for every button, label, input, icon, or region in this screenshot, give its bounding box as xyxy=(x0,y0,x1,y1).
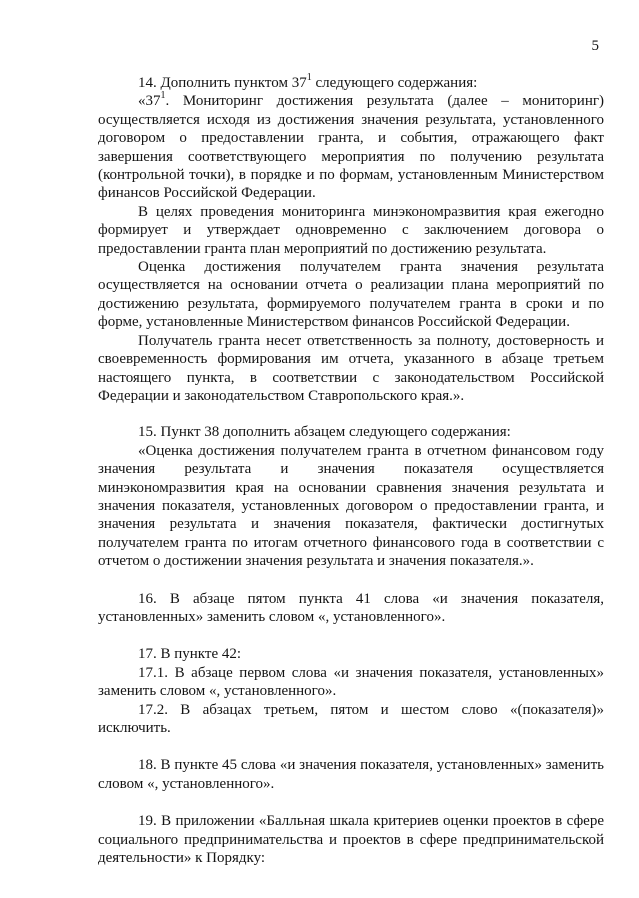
item-14-paragraph-3: Оценка достижения получателем гранта значения результата осуществляется на основании отчета о реализации плана мероприятий по достижению результата, формируемого получателем гранта в сроки и по форме, установленные Министерством финансов Российской Федерации. xyxy=(98,259,604,331)
item-14-paragraph-2: В целях проведения мониторинга минэкономразвития края ежегодно формирует и утверждает одновременно с заключением договора о предоставлении гранта план мероприятий по достижению результата. xyxy=(98,203,604,257)
item-17-heading: 17. В пункте 42: xyxy=(138,646,242,663)
item-14-paragraph-4: Получатель гранта несет ответственность за полноту, достоверность и своевременность формирования им отчета, указанного в абзаце третьем настоящего пункта, в соответствии с законодательством Российской Федерации и законодательством Ставропольского края.». xyxy=(98,332,604,404)
document-body xyxy=(98,74,604,867)
item-17-2: 17.2. В абзацах третьем, пятом и шестом слово «(показателя)» исключить. xyxy=(98,701,604,736)
item-17-1: 17.1. В абзаце первом слова «и значения показателя, установленных» заменить словом «, установленного». xyxy=(98,664,604,700)
item-18: 18. В пункте 45 слова «и значения показателя, установленных» заменить словом «, установленного». xyxy=(98,757,604,792)
item-19: 19. В приложении «Балльная шкала критериев оценки проектов в сфере социального предпринимательства и проектов в сфере предпринимательской деятельности» к Порядку: xyxy=(98,813,604,867)
item-14-heading: 14. Дополнить пунктом $37^1$ следующего содержания: xyxy=(138,72,478,91)
item-16: 16. В абзаце пятом пункта 41 слова «и значения показателя, установленных» заменить словом «, установленного». xyxy=(98,590,604,625)
item-15-paragraph-1: «Оценка достижения получателем гранта в отчетном финансовом году значения результата и значения показателя осуществляется минэкономразвития края на основании сравнения значения результата и значения показателя, установленных договором о предоставлении гранта, и значения результата и значения показателя, фактически достигнутых получателем гранта по итогам отчетного финансового года в соответствии с отчетом о достижении значения результата и значения показателя.». xyxy=(98,442,604,570)
item-15-heading: 15. Пункт 38 дополнить абзацем следующего содержания: xyxy=(138,424,511,441)
spacer xyxy=(98,626,604,645)
page-number: 5 xyxy=(591,38,599,54)
spacer xyxy=(98,405,604,423)
item-14-paragraph-1: «$37^1$. Мониторинг достижения результата (далее – мониторинг) осуществляется исходя из достижения значения результата, установленного договором о предоставлении гранта, и события, отражающего факт завершения соответствующего мероприятия по получению результата (контрольной точки), в порядке и по формам, установленным Министерством финансов Российской Федерации. xyxy=(98,90,604,202)
spacer xyxy=(98,793,604,812)
spacer xyxy=(98,737,604,756)
spacer xyxy=(98,571,604,590)
